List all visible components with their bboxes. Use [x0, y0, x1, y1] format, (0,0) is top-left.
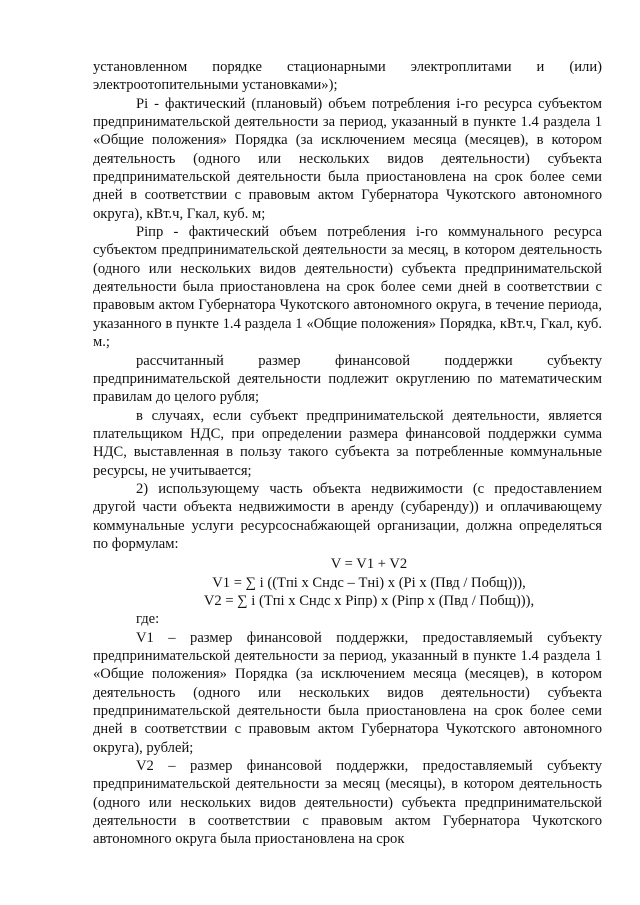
formula-block	[136, 555, 602, 610]
paragraph-vat-rule: в случаях, если субъект предпринимательской деятельности, является плательщиком НДС, при определении размера финансовой поддержки сумма НДС, выставленная в пользу такого субъекта за потребленные коммунальные ресурсы, не учитывается;	[93, 407, 602, 479]
paragraph-pi-definition: Pi - фактический (плановый) объем потребления i-го ресурса субъектом предпринимательской деятельности за период, указанный в пункте 1.4 раздела 1 «Общие положения» Порядка (за исключением месяца (месяцев), в котором деятельность (одного или нескольких видов деятельности) субъекта предпринимательской деятельности была приостановлена на срок более семи дней в соответствии с правовым актом Губернатора Чукотского автономного округа), кВт.ч, Гкал, куб. м;	[93, 95, 602, 222]
paragraph-pipr-definition: Piпр - фактический объем потребления i-го коммунального ресурса субъектом предпринимательской деятельности за месяц, в котором деятельность (одного или нескольких видов деятельности) субъекта предпринимательской деятельности была приостановлена на срок более семи дней в соответствии с правовым актом Губернатора Чукотского автономного округа, в течение периода, указанного в пункте 1.4 раздела 1 «Общие положения» Порядка, кВт.ч, Гкал, куб. м.;	[93, 224, 602, 351]
where-label: где:	[136, 611, 160, 628]
formula-v: V = V1 + V2	[330, 556, 408, 573]
paragraph-electro-installations: установленном порядке стационарными электроплитами и (или) электроотопительными установками»);	[93, 59, 602, 94]
formula-v2: V2 = ∑ i (Tпi x Cндс x Piпр) x (Piпр x (Пвд / Побщ))),	[203, 592, 535, 609]
definition-v1: V1 – размер финансовой поддержки, предоставляемый субъекту предпринимательской деятельности за период, указанный в пункте 1.4 раздела 1 «Общие положения» Порядка (за исключением месяца (месяцев), в котором деятельность (одного или нескольких видов деятельности) субъекта предпринимательской деятельности была приостановлена на срок более семи дней в соответствии с правовым актом Губернатора Чукотского автономного округа), рублей;	[93, 629, 602, 756]
paragraph-partial-use: 2) использующему часть объекта недвижимости (с предоставлением другой части объекта недвижимости в аренду (субаренду)) и оплачивающему коммунальные услуги ресурсоснабжающей организации, должна определяться по формулам:	[93, 480, 602, 552]
document-page	[93, 58, 602, 849]
formula-v1: V1 = ∑ i ((Tпi x Cндс – Tнi) x (Pi x (Пвд / Побщ))),	[212, 574, 526, 591]
definition-v2: V2 – размер финансовой поддержки, предоставляемый субъекту предпринимательской деятельности за месяц (месяцы), в котором деятельность (одного или нескольких видов деятельности) субъекта предпринимательской деятельности в соответствии с правовым актом Губернатора Чукотского автономного округа была приостановлена на срок	[93, 758, 602, 848]
paragraph-rounding-rule: рассчитанный размер финансовой поддержки субъекту предпринимательской деятельности подлежит округлению по математическим правилам до целого рубля;	[93, 352, 602, 406]
